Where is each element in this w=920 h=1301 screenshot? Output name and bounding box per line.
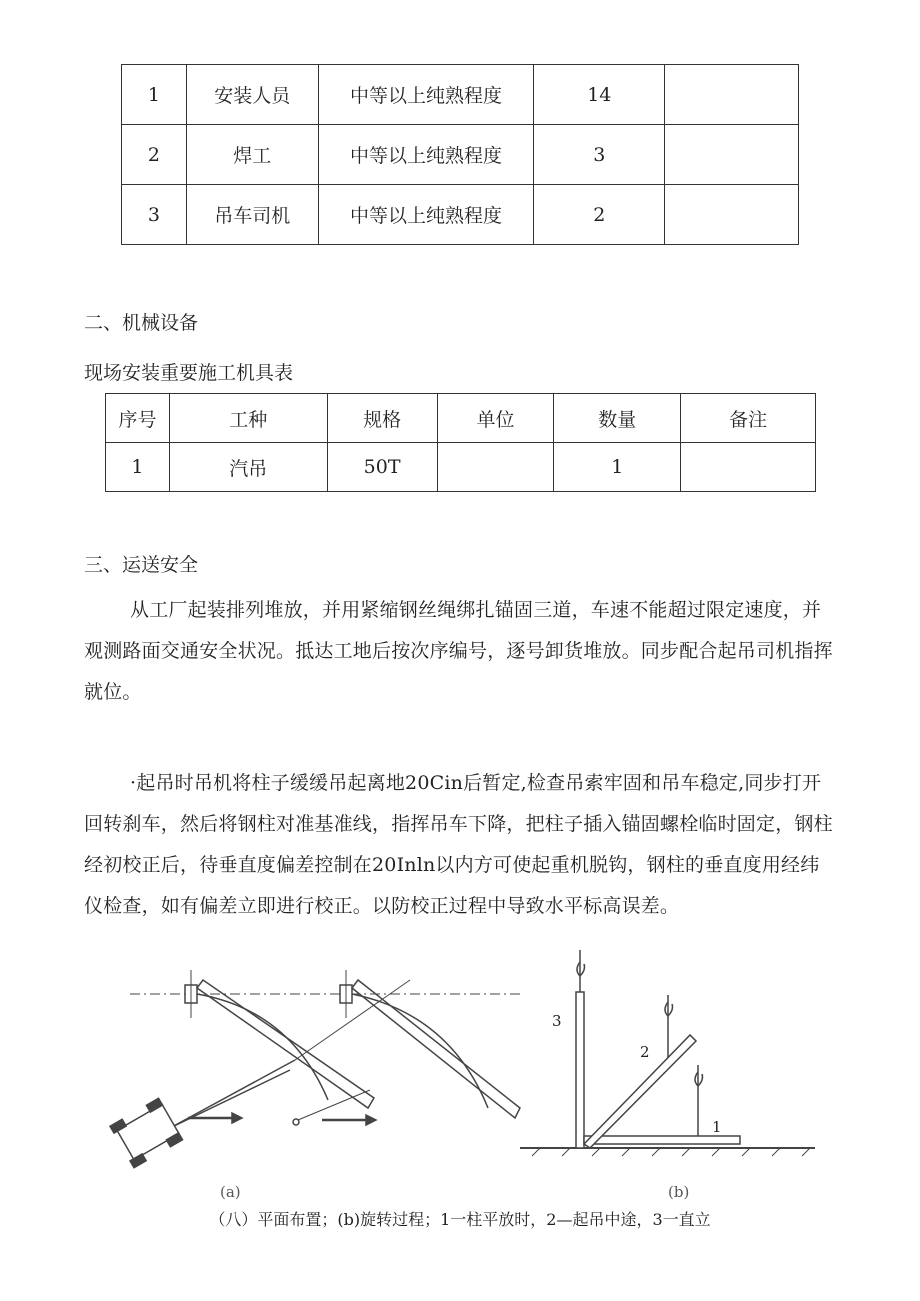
cell-unit	[437, 443, 554, 492]
header-unit: 单位	[437, 394, 554, 443]
equipment-table	[105, 393, 816, 492]
cell-no: 1	[122, 65, 187, 125]
cell-role: 吊车司机	[186, 185, 318, 245]
cell-note	[665, 65, 799, 125]
cell-note	[681, 443, 816, 492]
transport-paragraph: 从工厂起装排列堆放，并用紧缩钢丝绳绑扎锚固三道，车速不能超过限定速度，并观测路面交通安全状况。抵达工地后按次序编号，逐号卸货堆放。同步配合起吊司机指挥就位。	[84, 599, 833, 703]
cell-role: 焊工	[186, 125, 318, 185]
table-header-row	[106, 394, 816, 443]
header-note: 备注	[681, 394, 816, 443]
workers-table	[121, 64, 799, 245]
table-row	[122, 125, 799, 185]
cell-role: 安装人员	[186, 65, 318, 125]
cell-level: 中等以上纯熟程度	[318, 185, 534, 245]
header-no: 序号	[106, 394, 170, 443]
cell-qty: 1	[554, 443, 681, 492]
table-row	[106, 443, 816, 492]
label-a: (a)	[220, 1183, 241, 1201]
cell-spec: 50T	[327, 443, 437, 492]
label-3: 3	[552, 1012, 562, 1030]
equipment-table-title: 现场安装重要施工机具表	[84, 362, 294, 384]
label-1: 1	[712, 1118, 722, 1136]
section-heading-transport: 三、运送安全	[84, 554, 199, 576]
cell-count: 3	[534, 125, 665, 185]
cell-note	[665, 125, 799, 185]
cell-no: 1	[106, 443, 170, 492]
section-heading-machinery: 二、机械设备	[84, 312, 199, 334]
header-qty: 数量	[554, 394, 681, 443]
cell-no: 3	[122, 185, 187, 245]
cell-count: 14	[534, 65, 665, 125]
hoisting-paragraph: ·起吊时吊机将柱子缓缓吊起离地20Cin后暂定,检查吊索牢固和吊车稳定,同步打开回转刹车，然后将钢柱对准基准线，指挥吊车下降，把柱子插入锚固螺栓临时固定，钢柱经初校正后，待垂直度偏差控制在20Inln以内方可使起重机脱钩，钢柱的垂直度用经纬仪检查，如有偏差立即进行校正。以防校正过程中导致水平标高误差。	[84, 772, 833, 917]
header-type: 工种	[169, 394, 327, 443]
label-2: 2	[640, 1043, 650, 1061]
table-row	[122, 65, 799, 125]
figure-caption: （八）平面布置；(b)旋转过程；1一柱平放时，2—起吊中途，3一直立	[209, 1210, 711, 1229]
label-b: (b)	[668, 1183, 690, 1201]
cell-level: 中等以上纯熟程度	[318, 125, 534, 185]
table-row	[122, 185, 799, 245]
header-spec: 规格	[327, 394, 437, 443]
cell-note	[665, 185, 799, 245]
cell-count: 2	[534, 185, 665, 245]
cell-type: 汽吊	[169, 443, 327, 492]
cell-level: 中等以上纯熟程度	[318, 65, 534, 125]
column-hoisting-diagram	[100, 940, 820, 1230]
cell-no: 2	[122, 125, 187, 185]
